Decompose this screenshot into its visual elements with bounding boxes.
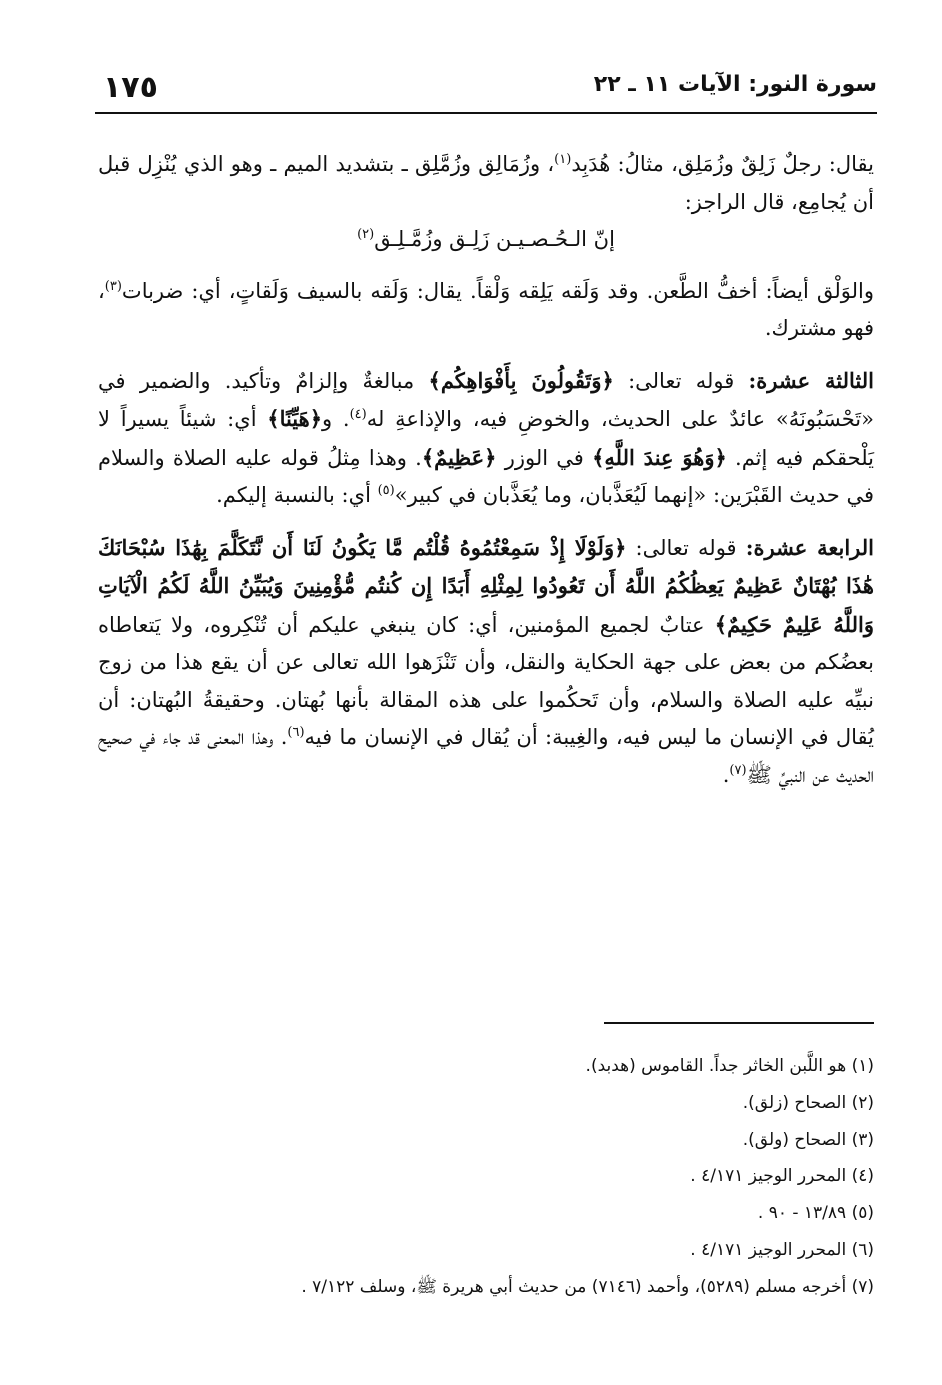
paragraph-4: [98, 529, 874, 795]
paragraph-text: . وهذا مِثلُ قوله عليه الصلاة والسلام في حديث القَبْرَين: «إنهما لَيُعَذَّبان، وما يُعَذَّبان في كبير»: [98, 445, 874, 507]
page-header: [95, 70, 877, 108]
paragraph-text: . وهذا المعنى قد جاء في صحيح الحديث عن النبيِّ ﷺ: [98, 725, 874, 787]
header-rule: [95, 112, 877, 114]
paragraph-text: .: [722, 762, 730, 787]
paragraph-text: يقال: رجلٌ زَلِقٌ وزُمَلِق، مثالُ: هُدَبِد: [571, 152, 874, 176]
section-heading: الرابعة عشرة:: [745, 534, 875, 560]
page-number: ١٧٥: [103, 70, 158, 105]
quran-quote: ﴿عَظِيمٌ﴾: [421, 444, 497, 470]
section-heading: الثالثة عشرة:: [748, 367, 874, 393]
paragraph-text: عتابٌ لجميع المؤمنين، أي: كان ينبغي عليكم أن تُنْكِروه، ولا يَتعاطاه بعضُكم من بعض على جهة الحكاية والنقل، وأن تَنْزَهوا الله تعالى عن أن يقع هذا من زوج نبيِّه عليه الصلاة والسلام، وأن تَحكُموا على هذه المقالة بأنها بُهتان. وحقيقةُ البُهتان: أن يُقال في الإنسان ما ليس فيه، والغِيبة: أن يُقال في الإنسان ما فيه: [98, 612, 874, 749]
paragraph-text: أي: بالنسبة إليكم.: [216, 483, 378, 507]
quran-quote: ﴿وَتَقُولُونَ بِأَفْوَاهِكُم﴾: [428, 367, 614, 393]
footnote-ref: (١): [554, 152, 572, 167]
paragraph-text: ، فهو مشترك.: [98, 278, 874, 340]
paragraph-text: قوله تعالى:: [613, 368, 749, 393]
verse-text: إنّ الـحُـصـيـن زَلِـق وزُمَّـلِـق: [374, 227, 615, 251]
paragraph-text: مبالغةٌ وإلزامٌ وتأكيد. والضمير في «تَحْسَبُونَهُ» عائدٌ على الحديث، والخوضِ فيه، والإذاعةِ له: [98, 368, 874, 431]
footnote-7: (٧) أخرجه مسلم (٥٢٨٩)، وأحمد (٧١٤٦) من حديث أبي هريرة ﷺ، وسلف ٧/١٢٢ .: [301, 1276, 874, 1297]
footnote-ref: (٣): [104, 278, 122, 294]
paragraph-2: [98, 273, 874, 348]
poetry-verse: [98, 221, 874, 259]
paragraph-text: والوَلْق أيضاً: أخفُّ الطَّعن. وقد وَلَقه يَلِقه وَلْقاً. يقال: وَلَقه بالسيف وَلَقاتٍ، أي: ضربات: [121, 278, 874, 303]
footnote-ref: (٥): [377, 483, 395, 498]
footnote-1: (١) هو اللَّبن الخاثر جداً. القاموس (هدبد).: [585, 1056, 874, 1076]
paragraph-3: [98, 362, 874, 515]
paragraph-text: . و: [322, 407, 350, 431]
footnote-ref: (٧): [729, 762, 747, 778]
footnote-2: (٢) الصحاح (زلق).: [742, 1092, 874, 1113]
footnote-4: (٤) المحرر الوجيز ٤/١٧١ .: [690, 1166, 874, 1187]
footnote-3: (٣) الصحاح (ولق).: [742, 1129, 874, 1150]
paragraph-text: أي: شيئاً يسيراً لا يَلْحقكم فيه إثم.: [98, 407, 874, 470]
running-title: سورة النور: الآيات ١١ ـ ٢٢: [593, 72, 877, 97]
footnote-ref: (٦): [287, 725, 305, 740]
paragraph-text: قوله تعالى:: [626, 535, 746, 560]
quran-quote: ﴿وَلَوْلَا إِذْ سَمِعْتُمُوهُ قُلْتُم مَّا يَكُونُ لَنَا أَن نَّتَكَلَّمَ بِهَٰذَا سُبْحَانَكَ هَٰذَا بُهْتَانٌ عَظِيمٌ يَعِظُكُمُ اللَّهُ أَن تَعُودُوا لِمِثْلِهِ أَبَدًا إِن كُنتُم مُّؤْمِنِينَ وَيُبَيِّنُ اللَّهُ لَكُمُ الْآيَاتِ وَاللَّهُ عَلِيمٌ حَكِيمٌ﴾: [98, 534, 874, 637]
main-text: [98, 146, 874, 794]
quran-quote: ﴿هَيِّنًا﴾: [267, 406, 323, 431]
footnote-5: (٥) ١٣/٨٩ - ٩٠ .: [757, 1203, 874, 1224]
paragraph-1: [98, 146, 874, 221]
footnote-ref: (٤): [349, 407, 367, 422]
quran-quote: ﴿وَهُوَ عِندَ اللَّهِ﴾: [592, 444, 727, 470]
footnote-6: (٦) المحرر الوجيز ٤/١٧١ .: [690, 1239, 874, 1260]
footnotes: [98, 1048, 874, 1306]
paragraph-text: ، وزُمَالِق وزُمَّلِق ـ بتشديد الميم ـ وهو الذي يُنْزِل قبل أن يُجامِع، قال الراجز:: [98, 152, 874, 214]
footnote-ref: (٢): [357, 227, 375, 242]
paragraph-text: في الوزر: [496, 445, 593, 470]
footnote-separator: [604, 1022, 874, 1024]
